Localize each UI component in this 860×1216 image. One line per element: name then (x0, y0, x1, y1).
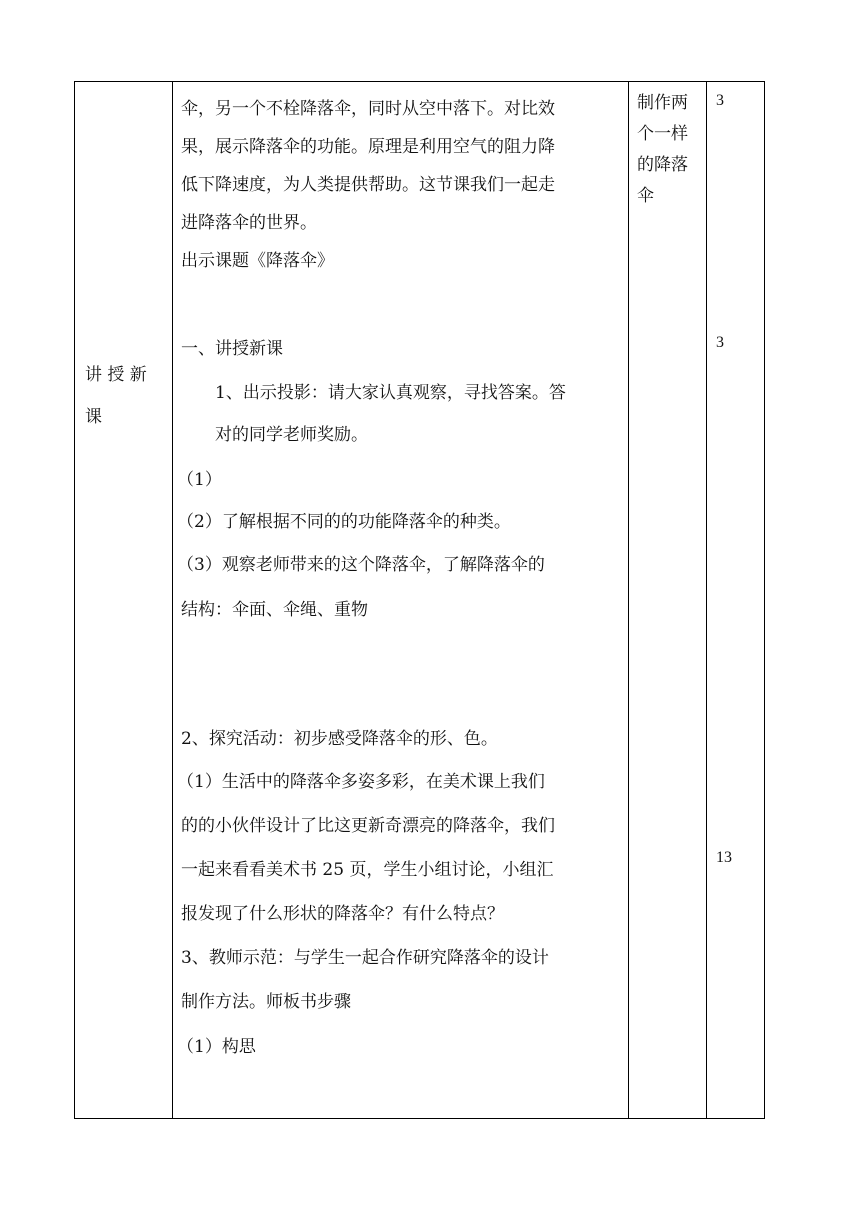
time-value: 3 (716, 334, 724, 351)
activity-line: 伞 (637, 186, 654, 206)
content-line: 结构：伞面、伞绳、重物 (181, 600, 368, 620)
content-line: 对的同学老师奖励。 (215, 425, 368, 445)
content-line: （1） (177, 470, 222, 490)
section-heading: 一、讲授新课 (181, 339, 283, 359)
content-line: 的的小伙伴设计了比这更新奇漂亮的降落伞，我们 (181, 816, 555, 836)
time-value: 3 (716, 92, 724, 109)
row-label-line: 讲 授 新 (85, 365, 147, 385)
content-line: （3）观察老师带来的这个降落伞，了解降落伞的 (177, 555, 545, 575)
row-label (85, 362, 170, 446)
content-line: 1、出示投影：请大家认真观察，寻找答案。答 (215, 383, 566, 403)
activity-line: 个一样 (637, 124, 688, 144)
content-line: 出示课题《降落伞》 (181, 251, 334, 271)
column-divider (172, 82, 173, 1118)
content-line: 果，展示降落伞的功能。原理是利用空气的阻力降 (181, 137, 555, 157)
lesson-table (74, 81, 765, 1119)
content-line: 3、教师示范：与学生一起合作研究降落伞的设计 (181, 948, 549, 968)
content-line: （1）构思 (177, 1037, 256, 1057)
student-activity (637, 90, 709, 214)
content-line: 制作方法。师板书步骤 (181, 992, 351, 1012)
content-line: 伞，另一个不栓降落伞，同时从空中落下。对比效 (181, 99, 555, 119)
column-divider (628, 82, 629, 1118)
row-label-line: 课 (85, 407, 102, 427)
content-line: 低下降速度，为人类提供帮助。这节课我们一起走 (181, 175, 555, 195)
content-line: （2）了解根据不同的的功能降落伞的种类。 (177, 512, 511, 532)
content-line: 2、探究活动：初步感受降落伞的形、色。 (181, 729, 498, 749)
content-line: 一起来看看美术书 25 页，学生小组讨论，小组汇 (181, 860, 554, 880)
activity-line: 的降落 (637, 155, 688, 175)
time-value: 13 (716, 849, 732, 866)
activity-line: 制作两 (637, 93, 688, 113)
column-divider (706, 82, 707, 1118)
content-line: 报发现了什么形状的降落伞？有什么特点？ (181, 904, 504, 924)
content-line: 进降落伞的世界。 (181, 213, 317, 233)
content-line: （1）生活中的降落伞多姿多彩，在美术课上我们 (177, 772, 545, 792)
